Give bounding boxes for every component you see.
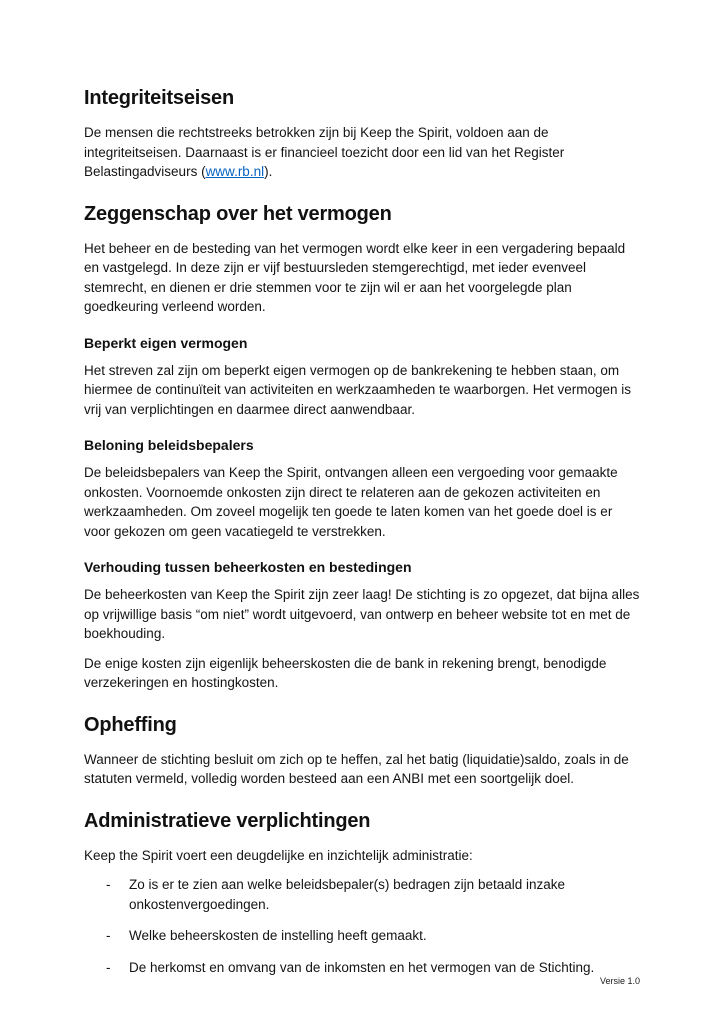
version-label: Versie 1.0 bbox=[599, 976, 640, 986]
heading-opheffing: Opheffing bbox=[84, 713, 177, 736]
paragraph-opheffing: Wanneer de stichting besluit om zich op te heffen, zal het batig (liquidatie)saldo, zoals in de statuten vermeld, volledig worden besteed aan een ANBI met een soortgelijk doel. bbox=[84, 751, 629, 786]
subheading-beperkt-eigen-vermogen: Beperkt eigen vermogen bbox=[84, 334, 248, 351]
administratie-bullet-list bbox=[84, 875, 640, 977]
rb-nl-link[interactable]: www.rb.nl bbox=[205, 164, 265, 179]
list-item bbox=[106, 875, 640, 914]
subheading-verhouding-beheerkosten: Verhouding tussen beheerkosten en bestedingen bbox=[84, 559, 412, 575]
integriteitseisen-text-before-link: De mensen die rechtstreeks betrokken zijn bij Keep the Spirit, voldoen aan de integriteitseisen. Daarnaast is er financieel toezicht door een lid van het Register Belastingadviseurs ( bbox=[84, 125, 565, 179]
bullet-dash-marker: - bbox=[106, 959, 111, 975]
paragraph-beloning-beleidsbepalers: De beleidsbepalers van Keep the Spirit, ontvangen alleen een vergoeding voor gemaakte onkosten. Voornoemde onkosten zijn direct te relateren aan de gekozen activiteiten en werkzaamheden. Om zoveel mogelijk ten goede te laten komen van het goede doel is er voor gekozen om geen vacatiegeld te verstrekken. bbox=[84, 465, 618, 539]
paragraph-beperkt-eigen-vermogen: Het streven zal zijn om beperkt eigen vermogen op de bankrekening te hebben staan, om hiermee de continuïteit van activiteiten en werkzaamheden te waarborgen. Het vermogen is vrij van verplichtingen en daarmee direct aanwendbaar. bbox=[84, 362, 632, 417]
paragraph-zeggenschap: Het beheer en de besteding van het vermogen wordt elke keer in een vergadering bepaald en vastgelegd. In deze zijn er vijf bestuursleden stemgerechtigd, met ieder evenveel stemrecht, en dienen er drie stemmen voor te zijn wil er aan het voorgelegde plan goedkeuring verleend worden. bbox=[84, 240, 626, 314]
heading-integriteitseisen: Integriteitseisen bbox=[84, 87, 234, 109]
paragraph-administratie-intro: Keep the Spirit voert een deugdelijke en inzichtelijk administratie: bbox=[84, 847, 473, 863]
integriteitseisen-text-after-link: ). bbox=[264, 164, 273, 179]
heading-zeggenschap: Zeggenschap over het vermogen bbox=[84, 202, 392, 225]
bullet-text: De herkomst en omvang van de inkomsten en het vermogen van de Stichting. bbox=[129, 959, 595, 975]
heading-administratieve-verplichtingen: Administratieve verplichtingen bbox=[84, 809, 371, 832]
bullet-text: Zo is er te zien aan welke beleidsbepaler(s) bedragen zijn betaald inzake onkostenvergoedingen. bbox=[129, 877, 566, 912]
paragraph-integriteitseisen bbox=[84, 123, 640, 182]
bullet-dash-marker: - bbox=[106, 877, 111, 892]
list-item bbox=[106, 958, 640, 978]
bullet-text: Welke beheerskosten de instelling heeft gemaakt. bbox=[129, 928, 427, 943]
paragraph-verhouding-2: De enige kosten zijn eigenlijk beheerskosten die de bank in rekening brengt, benodigde verzekeringen en hostingkosten. bbox=[84, 655, 607, 690]
subheading-beloning-beleidsbepalers: Beloning beleidsbepalers bbox=[84, 437, 254, 453]
bullet-dash-marker: - bbox=[106, 928, 111, 943]
paragraph-verhouding-1: De beheerkosten van Keep the Spirit zijn zeer laag! De stichting is zo opgezet, dat bijna alles op vrijwillige basis “om niet” wordt uitgevoerd, van ontwerp en beheer website tot en met de boekhouding. bbox=[84, 587, 640, 641]
list-item bbox=[106, 926, 640, 946]
